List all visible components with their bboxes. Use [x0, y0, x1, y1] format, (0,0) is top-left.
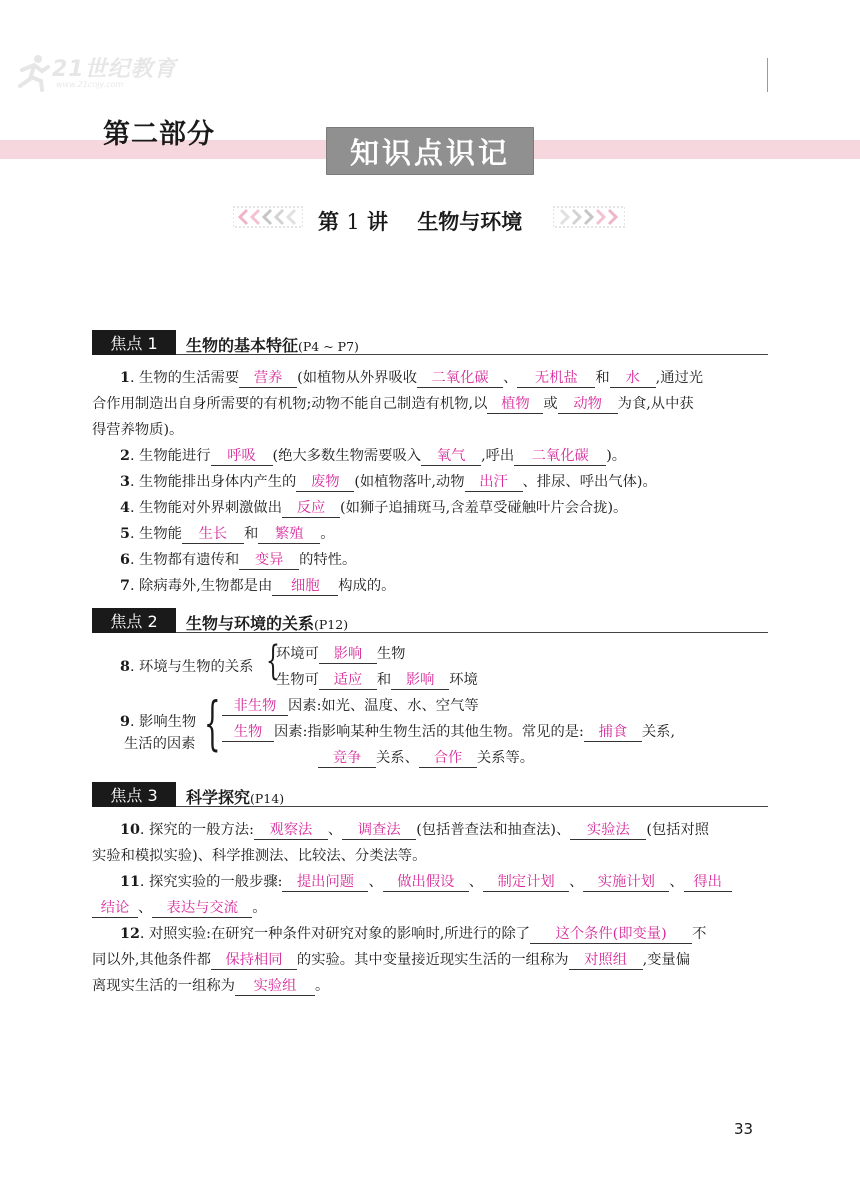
q-text: 的特性。 [299, 552, 357, 568]
q-text: 因素:指影响某种生物生活的其他生物。常见的是: [274, 724, 584, 740]
question-12-line-2 [92, 950, 772, 970]
q-text: 不 [692, 926, 707, 942]
question-10-line-2 [92, 846, 772, 866]
q-number: 10 [120, 822, 140, 838]
q-text: . 除病毒外,生物都是由 [129, 578, 273, 594]
answer-blank: 捕食 [584, 723, 642, 742]
q-text: . 生物能对外界刺激做出 [129, 500, 283, 516]
question-9-lead-1 [120, 712, 210, 732]
section-title-text: 生物的基本特征 [186, 336, 299, 355]
lesson-title [318, 206, 522, 236]
q-text: (如植物落叶,动物 [354, 474, 465, 490]
q-text: 、 [503, 370, 518, 386]
q-text: 环境可 [276, 646, 319, 662]
section-title [186, 333, 359, 356]
section-title [186, 611, 348, 634]
q-text: 、 [327, 822, 343, 838]
answer-blank: 实施计划 [583, 873, 669, 892]
q-text: . 生物能 [129, 526, 182, 542]
left-chevron-ornament [233, 205, 303, 229]
q-text: 实验和模拟实验)、科学推测法、比较法、分类法等。 [92, 848, 427, 864]
q-text: 关系等。 [476, 750, 535, 766]
answer-blank: 实验法 [570, 821, 646, 840]
q-text: 关系、 [376, 750, 419, 766]
question-9-row-1 [222, 696, 762, 716]
answer-blank: 表达与交流 [152, 899, 252, 918]
answer-blank: 反应 [282, 499, 340, 518]
q-text: 和 [243, 526, 259, 542]
q-number: 5 [120, 526, 130, 542]
q-number: 12 [120, 926, 140, 942]
answer-blank: 二氧化碳 [514, 447, 606, 466]
q-text: 、 [468, 874, 484, 890]
right-chevron-ornament [553, 205, 625, 229]
answer-blank: 调查法 [342, 821, 416, 840]
section-badge: 焦点 1 [92, 330, 176, 355]
q-number: 1 [120, 370, 130, 386]
q-text: 为食,从中获 [617, 396, 694, 412]
question-11-line-1 [120, 872, 800, 892]
answer-blank: 得出 [684, 873, 732, 892]
q-text: . 生物都有遗传和 [129, 552, 240, 568]
q-text: . 影响生物 [129, 714, 197, 730]
answer-blank: 废物 [296, 473, 354, 492]
q-text: 得营养物质)。 [92, 422, 184, 438]
q-text: 和 [376, 672, 392, 688]
q-text: . 生物能进行 [129, 448, 211, 464]
q-text: 生物 [376, 646, 406, 662]
q-text: . 生物能排出身体内产生的 [129, 474, 297, 490]
q-text: ,呼出 [481, 448, 515, 464]
question-5 [120, 524, 800, 544]
answer-blank: 影响 [319, 645, 377, 664]
answer-blank: 生物 [222, 723, 274, 742]
question-8-row-1 [276, 644, 676, 664]
q-text: 、 [138, 900, 153, 916]
q-text: 的实验。其中变量接近现实生活的一组称为 [296, 952, 569, 968]
lesson-number: 1 [346, 210, 360, 234]
q-text: . 探究的一般方法: [139, 822, 254, 838]
q-text: . 对照实验:在研究一种条件对研究对象的影响时,所进行的除了 [139, 926, 531, 942]
answer-blank: 对照组 [569, 951, 643, 970]
question-9-row-3 [318, 748, 758, 768]
q-text: (包括普查法和抽查法)、 [416, 822, 571, 838]
logo-url: www.21cnjy.com [56, 80, 124, 89]
q-text: 、 [569, 874, 584, 890]
question-1-line-3 [92, 420, 772, 440]
section-title-text: 科学探究 [186, 788, 251, 807]
answer-blank: 氧气 [421, 447, 481, 466]
answer-blank: 保持相同 [211, 951, 297, 970]
question-2 [120, 446, 800, 466]
section-pages: (P14) [250, 791, 285, 806]
header-divider [767, 58, 768, 92]
runner-logo-icon [14, 52, 54, 92]
answer-blank: 制定计划 [483, 873, 569, 892]
q-text: 生活的因素 [124, 736, 196, 752]
section-banner: 知识点识记 [326, 127, 534, 175]
q-text: 、排尿、呼出气体)。 [522, 474, 657, 490]
answer-blank: 观察法 [254, 821, 328, 840]
question-1-line-2 [92, 394, 772, 414]
q-number: 6 [120, 552, 130, 568]
brace-icon: { [204, 689, 221, 757]
question-4 [120, 498, 800, 518]
q-text: 离现实生活的一组称为 [92, 978, 235, 994]
question-3 [120, 472, 800, 492]
q-text: 或 [543, 396, 558, 412]
answer-blank: 呼吸 [211, 447, 273, 466]
section-title [186, 785, 284, 808]
q-text: 。 [314, 978, 330, 994]
answer-blank: 非生物 [222, 697, 288, 716]
answer-blank: 繁殖 [258, 525, 320, 544]
q-text: . 生物的生活需要 [129, 370, 240, 386]
section-pages: (P12) [314, 617, 349, 632]
q-text: 。 [252, 900, 267, 916]
question-10-line-1 [120, 820, 800, 840]
q-text: (如狮子追捕斑马,含羞草受碰触叶片会合拢)。 [340, 500, 628, 516]
question-9-lead-2 [124, 734, 214, 754]
answer-blank: 做出假设 [383, 873, 469, 892]
q-number: 11 [120, 874, 140, 890]
answer-blank: 合作 [419, 749, 477, 768]
q-text: (如植物从外界吸收 [297, 370, 418, 386]
question-12-line-3 [92, 976, 772, 996]
question-7 [120, 576, 800, 596]
question-9-row-2 [222, 722, 762, 742]
answer-blank: 结论 [92, 899, 138, 918]
answer-blank: 影响 [391, 671, 449, 690]
q-text: 、 [669, 874, 684, 890]
answer-blank: 提出问题 [282, 873, 368, 892]
question-8-lead [120, 657, 280, 677]
answer-blank: 动物 [558, 395, 618, 414]
answer-blank: 变异 [239, 551, 299, 570]
section-pages: (P4 ~ P7) [298, 339, 359, 354]
answer-blank: 实验组 [235, 977, 315, 996]
part-title: 第二部分 [103, 119, 215, 150]
brace-icon: { [266, 638, 280, 684]
question-12-line-1 [120, 924, 800, 944]
answer-blank: 适应 [319, 671, 377, 690]
answer-blank: 这个条件(即变量) [530, 925, 692, 944]
q-text: 和 [595, 370, 610, 386]
q-text: 构成的。 [338, 578, 396, 594]
q-text: ,变量偏 [642, 952, 690, 968]
section-title-text: 生物与环境的关系 [186, 614, 315, 633]
q-number: 7 [120, 578, 130, 594]
q-text: 生物可 [276, 672, 319, 688]
answer-blank: 植物 [487, 395, 543, 414]
q-number: 4 [120, 500, 130, 516]
q-text: 。 [320, 526, 335, 542]
q-text: )。 [606, 448, 627, 464]
answer-blank: 营养 [239, 369, 297, 388]
lesson-suffix: 讲 [367, 210, 388, 234]
section-badge: 焦点 3 [92, 782, 176, 807]
q-number: 2 [120, 448, 130, 464]
q-text: 因素:如光、温度、水、空气等 [288, 698, 479, 714]
q-number: 9 [120, 714, 130, 730]
q-text: 合作用制造出自身所需要的有机物;动物不能自己制造有机物,以 [92, 396, 488, 412]
section-badge: 焦点 2 [92, 608, 176, 633]
answer-blank: 二氧化碳 [417, 369, 503, 388]
lesson-prefix: 第 [318, 210, 339, 234]
logo-text: 21世纪教育 [52, 57, 177, 82]
answer-blank: 水 [610, 369, 656, 388]
q-text: (绝大多数生物需要吸入 [272, 448, 422, 464]
question-1-line-1 [120, 368, 800, 388]
q-text: 同以外,其他条件都 [92, 952, 211, 968]
q-text: 关系, [641, 724, 676, 740]
question-8-row-2 [276, 670, 676, 690]
answer-blank: 竞争 [318, 749, 376, 768]
q-text: . 探究实验的一般步骤: [139, 874, 283, 890]
q-text: ,通过光 [655, 370, 704, 386]
q-text: 环境 [449, 672, 478, 688]
page-number: 33 [734, 1120, 754, 1138]
question-6 [120, 550, 800, 570]
q-text: 、 [368, 874, 383, 890]
answer-blank: 细胞 [272, 577, 338, 596]
answer-blank: 出汗 [465, 473, 523, 492]
q-number: 8 [120, 659, 130, 675]
answer-blank: 生长 [182, 525, 244, 544]
q-number: 3 [120, 474, 130, 490]
q-text: (包括对照 [646, 822, 710, 838]
answer-blank: 无机盐 [517, 369, 595, 388]
question-11-line-2 [92, 898, 772, 918]
lesson-name: 生物与环境 [417, 210, 523, 234]
q-text: . 环境与生物的关系 [129, 659, 254, 675]
